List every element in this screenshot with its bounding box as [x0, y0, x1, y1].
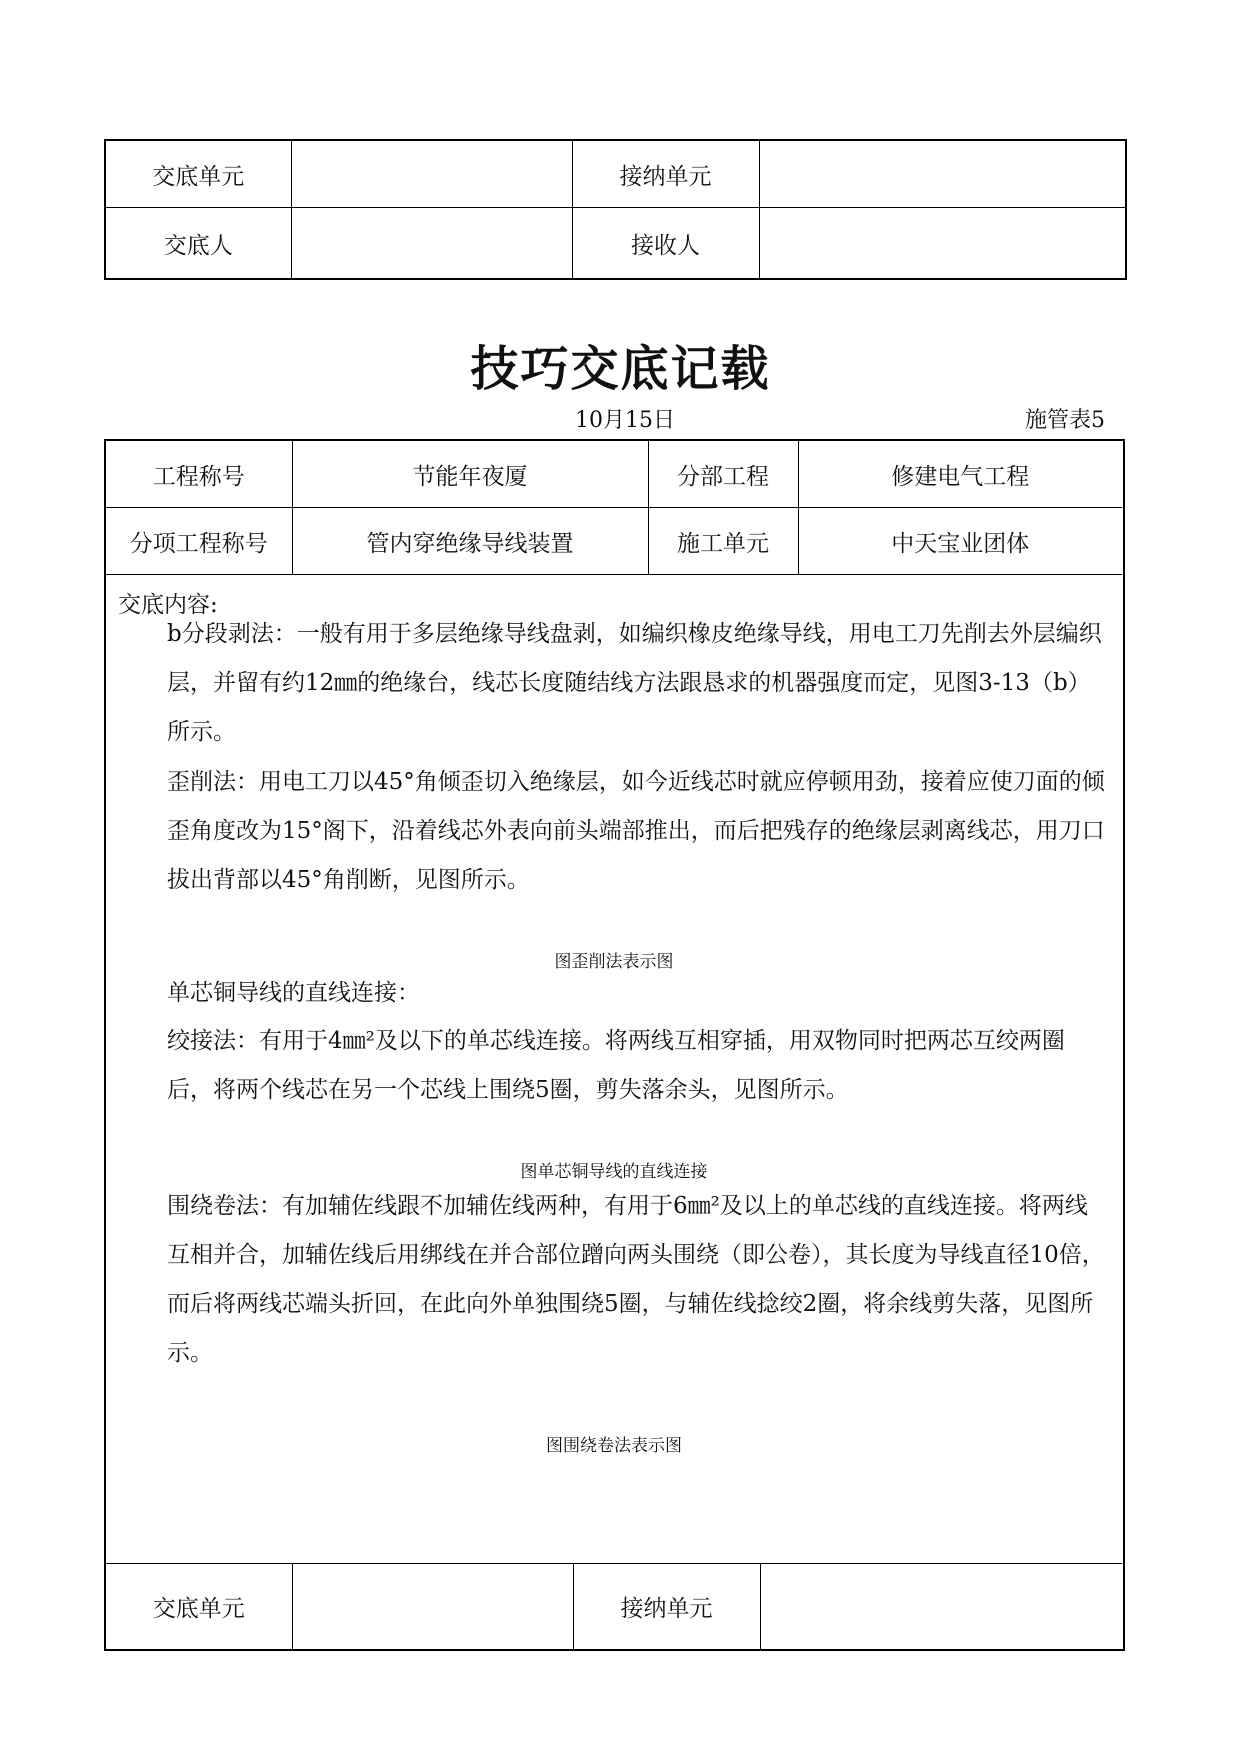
handover-unit-label: 交底单元 — [105, 140, 291, 208]
table-row — [105, 140, 1126, 208]
page-title: 技巧交底记载 — [470, 341, 771, 397]
paragraph-twist-method: 绞接法：有用于4㎜²及以下的单芯线连接。将两线互相穿插，用双物同时把两芯互绞两圈后，将两个线芯在另一个芯线上围绕5圈，剪失落余头，见图所示。 — [167, 1028, 1065, 1103]
item-name-value: 管内穿绝缘导线装置 — [292, 508, 648, 575]
sub-project-value: 修建电气工程 — [798, 441, 1122, 508]
handover-person-label: 交底人 — [105, 208, 291, 280]
top-signoff-table — [104, 139, 1127, 280]
table-row — [106, 441, 1122, 508]
table-row — [105, 208, 1126, 280]
receiving-unit-label: 接纳单元 — [573, 1564, 760, 1650]
project-name-label: 工程称号 — [106, 441, 292, 508]
record-form — [104, 439, 1125, 1651]
paragraph-heading-single-core: 单芯铜导线的直线连接： — [167, 980, 420, 1006]
item-name-label: 分项工程称号 — [106, 508, 292, 575]
construction-unit-label: 施工单元 — [648, 508, 798, 575]
sub-project-label: 分部工程 — [648, 441, 798, 508]
date-text: 10月15日 — [575, 408, 675, 433]
handover-unit-value[interactable] — [292, 1564, 573, 1650]
paragraph-bevel-cut: 歪削法：用电工刀以45°角倾歪切入绝缘层，如今近线芯时就应停顿用劲，接着应使刀面的倾歪角度改为15°阁下，沿着线芯外表向前头端部推出，而后把残存的绝缘层剥离线芯，用刀口拔出背部以45°角削断，见图所示。 — [167, 769, 1105, 893]
handover-person-value[interactable] — [291, 208, 572, 280]
table-row — [106, 1564, 1122, 1650]
receiving-unit-value[interactable] — [759, 140, 1126, 208]
table-row — [106, 508, 1122, 575]
bottom-signoff-table — [106, 1563, 1122, 1649]
handover-unit-value[interactable] — [291, 140, 572, 208]
receiver-label: 接收人 — [572, 208, 759, 280]
receiving-unit-label: 接纳单元 — [572, 140, 759, 208]
figure-caption: 图单芯铜导线的直线连接 — [520, 1162, 708, 1182]
receiving-unit-value[interactable] — [760, 1564, 1122, 1650]
receiver-value[interactable] — [759, 208, 1126, 280]
form-number: 施管表5 — [1025, 408, 1105, 433]
project-name-value: 节能年夜厦 — [292, 441, 648, 508]
figure-caption: 图歪削法表示图 — [554, 952, 674, 972]
content-area — [106, 586, 1122, 1503]
project-info-table — [106, 441, 1122, 575]
construction-unit-value: 中天宝业团体 — [798, 508, 1122, 575]
handover-unit-label: 交底单元 — [106, 1564, 292, 1650]
paragraph-wrap-method: 围绕卷法：有加辅佐线跟不加辅佐线两种，有用于6㎜²及以上的单芯线的直线连接。将两线互相并合，加辅佐线后用绑线在并合部位蹭向两头围绕（即公卷），其长度为导线直径10倍，而后将两线芯端头折回，在此向外单独围绕5圈，与辅佐线捻绞2圈，将余线剪失落，见图所示。 — [167, 1193, 1105, 1366]
figure-caption: 图围绕卷法表示图 — [546, 1436, 682, 1456]
content-label: 交底内容: — [118, 592, 218, 618]
paragraph-segment-strip: b分段剥法：一般有用于多层绝缘导线盘剥，如编织橡皮绝缘导线，用电工刀先削去外层编织层，并留有约12㎜的绝缘台，线芯长度随结线方法跟恳求的机器强度而定，见图3-13（b）所示。 — [167, 621, 1102, 745]
